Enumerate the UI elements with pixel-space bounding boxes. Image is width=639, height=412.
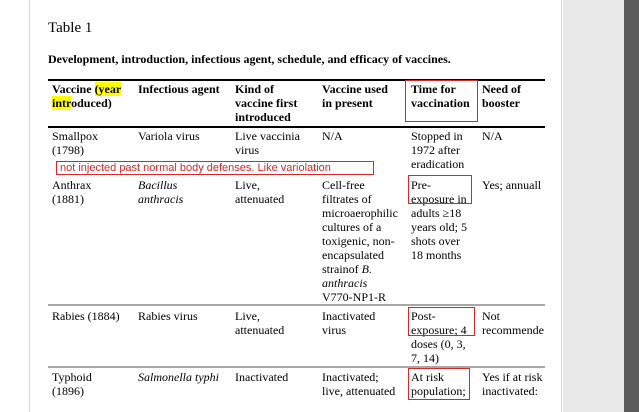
table-caption: Development, introduction, infectious agent, schedule, and efficacy of vaccines.	[48, 52, 451, 66]
cell-time: Post- exposure; 4 doses (0, 3, 7, 14)	[411, 309, 467, 365]
cell-vaccine: Typhoid (1896)	[52, 370, 92, 398]
cell-time: At risk population;	[411, 370, 466, 398]
cell-kind: Inactivated	[235, 370, 289, 384]
cell-booster: Not recommende	[482, 309, 544, 337]
annotation-box	[408, 368, 470, 400]
table-title: Table 1	[48, 20, 93, 36]
cell-kind: Live, attenuated	[235, 309, 285, 337]
header-kind-of-vaccine: Kind of vaccine first introduced	[235, 82, 298, 124]
header-vaccine-used: Vaccine used in present	[322, 82, 388, 110]
cell-time: Pre- exposure in adults ≥18 years old; 5 shots over 18 months	[411, 178, 467, 262]
cell-used-text: Cell-free filtrates of microaerophilic cultures of a toxigenic, non- encapsulated strainof	[322, 178, 398, 276]
cell-vaccine: Anthrax (1881)	[52, 178, 92, 206]
cell-agent: Rabies virus	[138, 309, 198, 323]
header-time-for-vaccination: Time for vaccination	[411, 82, 470, 110]
header-bottom-rule	[48, 126, 545, 128]
cell-used-text: V770-NP1-R	[322, 290, 387, 304]
cell-booster: Yes; annuall	[482, 178, 542, 192]
header-vaccine	[52, 82, 136, 110]
cell-used-italic: B. anthracis	[322, 262, 372, 290]
annotation-comment: not injected past normal body defenses. Like variolation	[56, 161, 374, 175]
cell-agent: Salmonella typhi	[138, 370, 219, 384]
row-divider-rule	[48, 366, 545, 368]
cell-used: N/A	[322, 129, 343, 143]
cell-used	[322, 178, 412, 304]
cell-booster: N/A	[482, 129, 503, 143]
header-vaccine-text: Vaccine	[52, 82, 95, 96]
cell-agent: Variola virus	[138, 129, 200, 143]
annotation-box	[405, 80, 478, 122]
vertical-scrollbar[interactable]	[624, 0, 639, 412]
row-divider-rule	[48, 304, 545, 306]
cell-vaccine: Smallpox (1798)	[52, 129, 99, 157]
page-margin-right	[561, 0, 562, 412]
annotation-box	[408, 307, 475, 336]
annotation-box	[408, 175, 472, 204]
header-infectious-agent: Infectious agent	[138, 82, 220, 96]
cell-agent: Bacillus anthracis	[138, 178, 184, 206]
cell-kind: Live, attenuated	[235, 178, 285, 206]
page-margin-left	[29, 0, 30, 412]
cell-used: Inactivated virus	[322, 309, 376, 337]
cell-time: Stopped in 1972 after eradication	[411, 129, 465, 171]
cell-kind: Live vaccinia virus	[235, 129, 300, 157]
header-vaccine-text: oduced)	[71, 96, 112, 110]
highlighted-text: (year	[94, 82, 122, 96]
cell-used: Inactivated; live, attenuated	[322, 370, 396, 398]
header-need-of-booster: Need of booster	[482, 82, 521, 110]
cell-vaccine: Rabies (1884)	[52, 309, 120, 323]
highlighted-text: intr	[52, 96, 72, 110]
cell-booster: Yes if at risk inactivated:	[482, 370, 543, 398]
